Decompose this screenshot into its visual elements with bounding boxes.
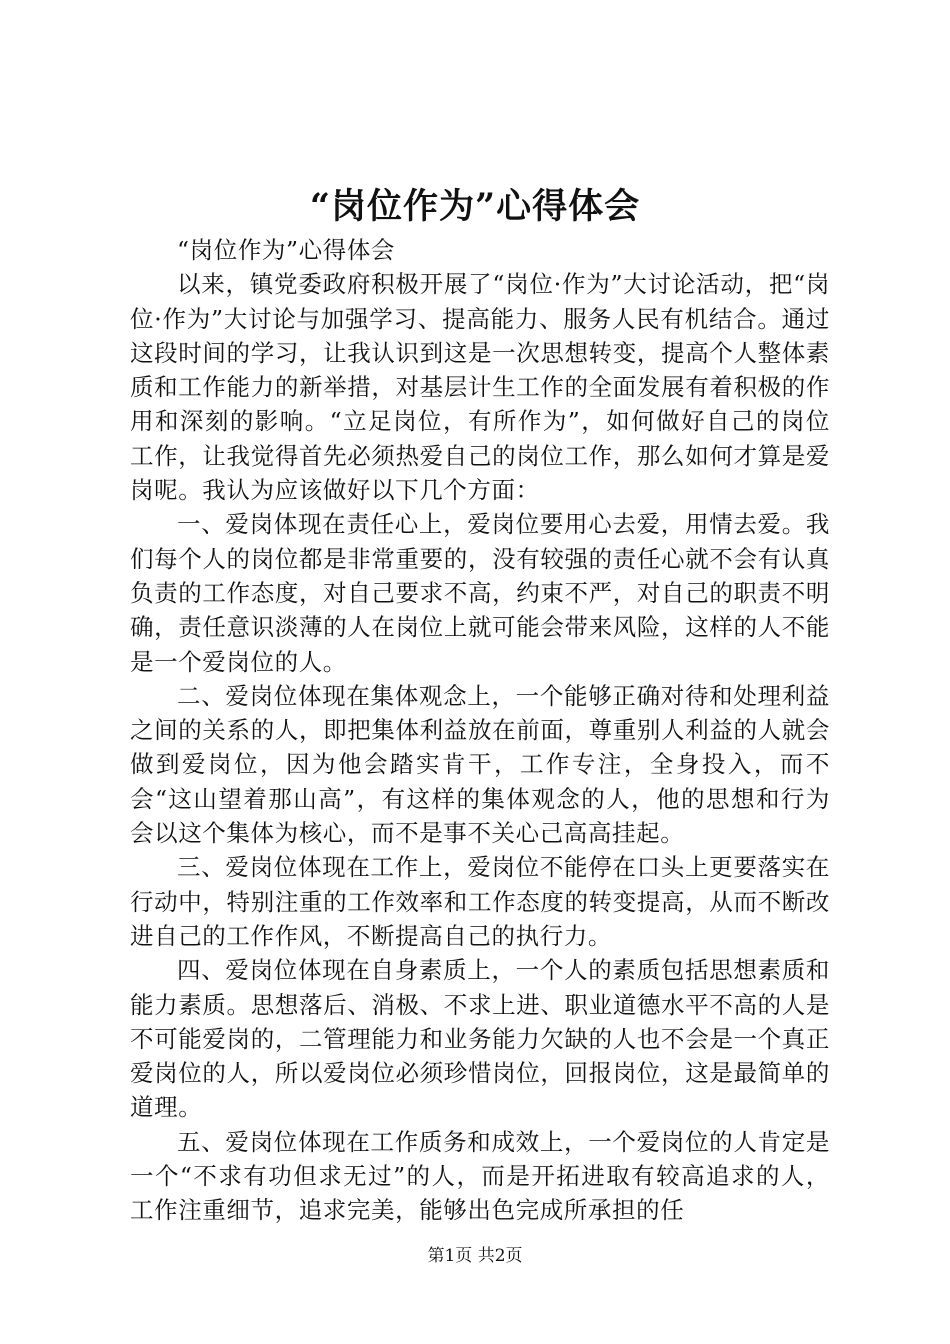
page-footer: 第1页 共2页 bbox=[427, 1246, 523, 1266]
paragraph-intro: 以来，镇党委政府积极开展了“岗位·作为”大讨论活动，把“岗位·作为”大讨论与加强学习、提高能力、服务人民有机结合。通过这段时间的学习，让我认识到这是一次思想转变，提高个人整体素质和工作能力的新举措，对基层计生工作的全面发展有着积极的作用和深刻的影响。“立足岗位，有所作为”，如何做好自己的岗位工作，让我觉得首先必须热爱自己的岗位工作，那么如何才算是爱岗呢。我认为应该做好以下几个方面： bbox=[130, 270, 830, 505]
document-body bbox=[130, 233, 830, 1228]
paragraph-subtitle: “岗位作为”心得体会 bbox=[177, 236, 396, 264]
paragraph-point-4: 四、爱岗位体现在自身素质上，一个人的素质包括思想素质和能力素质。思想落后、消极、不求上进、职业道德水平不高的人是不可能爱岗的，二管理能力和业务能力欠缺的人也不会是一个真正爱岗位的人，所以爱岗位必须珍惜岗位，回报岗位，这是最简单的道理。 bbox=[130, 956, 830, 1122]
paragraph-point-5: 五、爱岗位体现在工作质务和成效上，一个爱岗位的人肯定是一个“不求有功但求无过”的人，而是开拓进取有较高追求的人，工作注重细节，追求完美，能够出色完成所承担的任 bbox=[130, 1127, 830, 1225]
paragraph-point-2: 二、爱岗位体现在集体观念上，一个能够正确对待和处理利益之间的关系的人，即把集体利益放在前面，尊重别人利益的人就会做到爱岗位，因为他会踏实肯干，工作专注，全身投入，而不会“这山望着那山高”，有这样的集体观念的人，他的思想和行为会以这个集体为核心，而不是事不关心己高高挂起。 bbox=[130, 681, 830, 848]
document-title: “岗位作为”心得体会 bbox=[309, 186, 641, 227]
paragraph-point-3: 三、爱岗位体现在工作上，爱岗位不能停在口头上更要落实在行动中，特别注重的工作效率和工作态度的转变提高，从而不断改进自己的工作作风，不断提高自己的执行力。 bbox=[130, 853, 830, 950]
paragraph-point-1: 一、爱岗体现在责任心上，爱岗位要用心去爱，用情去爱。我们每个人的岗位都是非常重要的，没有较强的责任心就不会有认真负责的工作态度，对自己要求不高，约束不严，对自己的职责不明确，责任意识淡薄的人在岗位上就可能会带来风险，这样的人不能是一个爱岗位的人。 bbox=[130, 510, 830, 676]
